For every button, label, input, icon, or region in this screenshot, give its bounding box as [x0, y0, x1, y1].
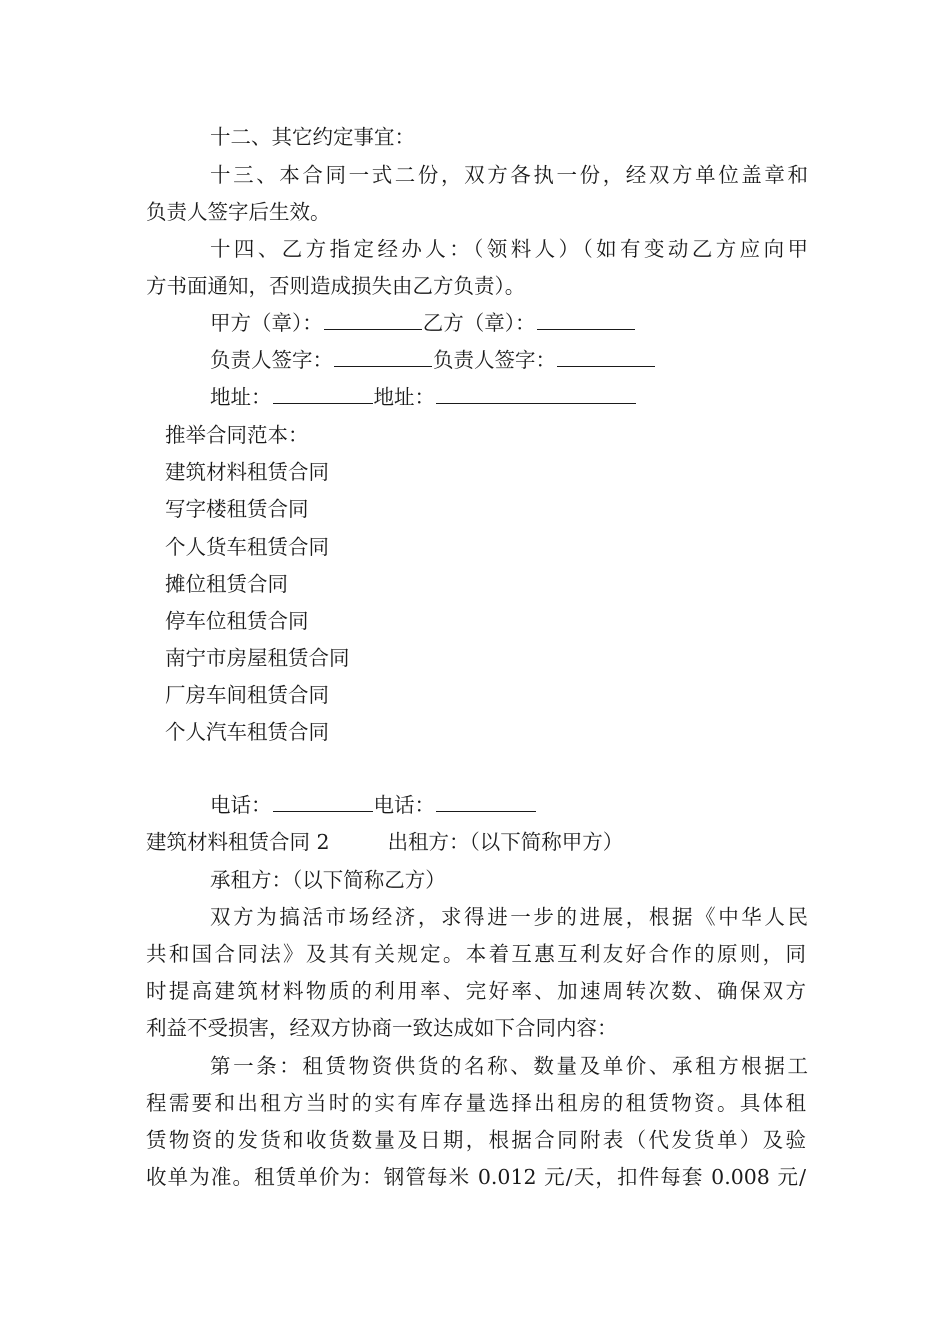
party-b-seal-blank[interactable] [537, 311, 635, 330]
party-a-address-label: 地址： [210, 385, 272, 409]
party-b-address-blank[interactable] [436, 385, 636, 404]
recommended-item[interactable]: 摊位租赁合同 [165, 572, 288, 596]
intro-line-2: 共和国合同法》及其有关规定。本着互惠互利友好合作的原则，同 [146, 942, 806, 966]
recommended-heading: 推举合同范本： [165, 423, 309, 447]
recommended-item[interactable]: 个人汽车租赁合同 [165, 720, 329, 744]
seal-line [210, 310, 636, 336]
intro-line-4: 利益不受损害，经双方协商一致达成如下合同内容： [146, 1016, 618, 1040]
article1-line-2: 程需要和出租方当时的实有库存量选择出租房的租赁物资。具体租 [146, 1091, 806, 1115]
contract2-header-line [146, 829, 623, 855]
clause-14-line-2: 方书面通知，否则造成损失由乙方负责）。 [146, 274, 526, 298]
phone-line [210, 792, 537, 818]
party-b-phone-label: 电话： [373, 793, 435, 817]
lessee-line: 承租方：（以下简称乙方） [210, 868, 446, 892]
party-b-address-label: 地址： [373, 385, 435, 409]
recommended-item[interactable]: 停车位租赁合同 [165, 609, 309, 633]
party-b-sign-label: 负责人签字： [433, 348, 556, 372]
article1-line-1: 第一条：租赁物资供货的名称、数量及单价、承租方根据工 [210, 1054, 808, 1078]
clause-14-line-1: 十四、乙方指定经办人：（领料人）（如有变动乙方应向甲 [210, 237, 808, 261]
party-b-phone-blank[interactable] [436, 793, 536, 812]
recommended-item[interactable]: 南宁市房屋租赁合同 [165, 646, 350, 670]
party-a-phone-label: 电话： [210, 793, 272, 817]
party-b-sign-blank[interactable] [557, 348, 655, 367]
address-line [210, 384, 637, 410]
party-a-phone-blank[interactable] [273, 793, 373, 812]
lessor-line: 出租方：（以下简称甲方） [387, 830, 624, 854]
intro-line-3: 时提高建筑材料物质的利用率、完好率、加速周转次数、确保双方 [146, 979, 806, 1003]
clause-13-line-1: 十三、本合同一式二份，双方各执一份，经双方单位盖章和 [210, 163, 808, 187]
recommended-item[interactable]: 建筑材料租赁合同 [165, 460, 329, 484]
party-a-seal-blank[interactable] [324, 311, 422, 330]
party-a-seal-label: 甲方（章）： [210, 311, 323, 335]
clause-13-line-2: 负责人签字后生效。 [146, 200, 331, 224]
party-b-seal-label: 乙方（章）： [422, 311, 536, 335]
signature-line [210, 347, 656, 373]
article1-line-4: 收单为准。租赁单价为：钢管每米 0.012 元/天，扣件每套 0.008 元/ [146, 1165, 806, 1189]
recommended-item[interactable]: 个人货车租赁合同 [165, 535, 329, 559]
recommended-item[interactable]: 写字楼租赁合同 [165, 497, 309, 521]
intro-line-1: 双方为搞活市场经济，求得进一步的进展，根据《中华人民 [210, 905, 808, 929]
article1-line-3: 赁物资的发货和收货数量及日期，根据合同附表（代发货单）及验 [146, 1128, 806, 1152]
clause-12: 十二、其它约定事宜： [210, 125, 415, 149]
party-a-sign-blank[interactable] [334, 348, 432, 367]
party-a-address-blank[interactable] [273, 385, 373, 404]
recommended-item[interactable]: 厂房车间租赁合同 [165, 683, 329, 707]
contract2-title: 建筑材料租赁合同 2 [146, 830, 330, 854]
party-a-sign-label: 负责人签字： [210, 348, 333, 372]
